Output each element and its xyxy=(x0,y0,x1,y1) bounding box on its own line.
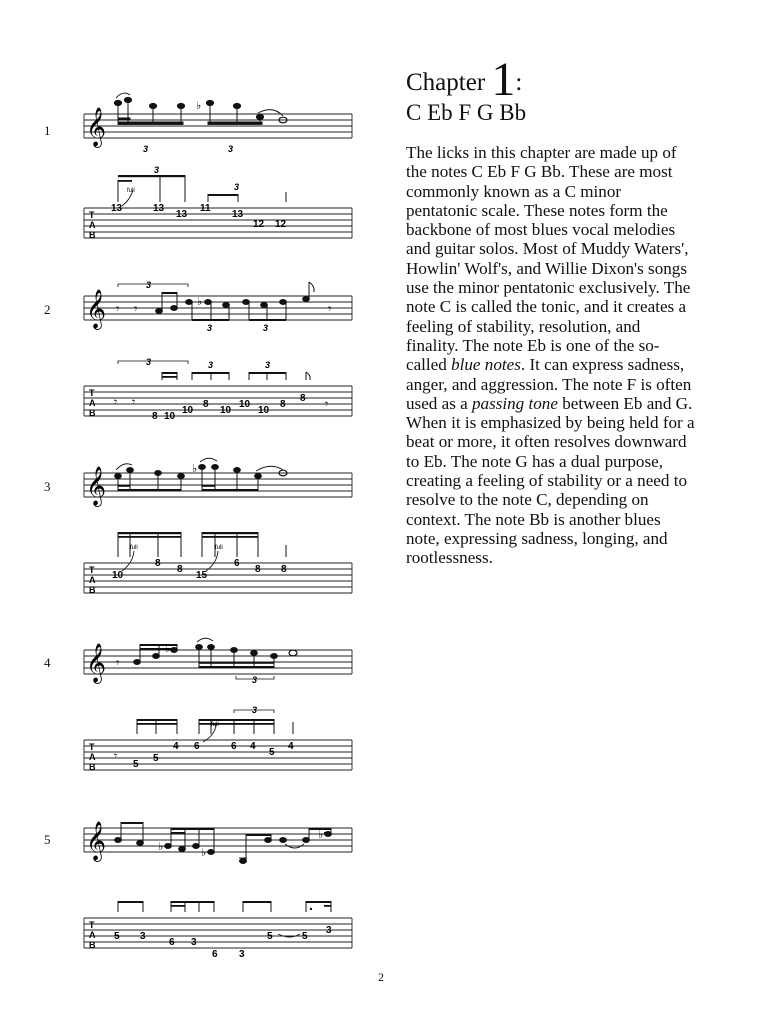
lick-number: 3 xyxy=(44,479,51,494)
tab-number: 8 xyxy=(203,399,209,410)
chapter-colon: : xyxy=(515,69,523,96)
tab-clef-t: T xyxy=(89,388,95,398)
tab-number: 6 xyxy=(231,741,237,752)
beam xyxy=(243,901,271,903)
beam xyxy=(324,905,331,907)
beam xyxy=(202,532,258,534)
chapter-heading xyxy=(406,53,736,125)
dot xyxy=(310,908,312,910)
beam xyxy=(199,719,274,721)
tab-clef-a: A xyxy=(89,930,96,940)
rest-icon: 𝄾 xyxy=(116,301,120,316)
tab-number: 10 xyxy=(164,411,176,422)
tuplet-mark: 3 xyxy=(143,144,149,154)
treble-clef-icon: 𝄞 xyxy=(86,290,107,328)
beam xyxy=(118,901,143,903)
slur xyxy=(256,466,283,471)
tab-number: 5 xyxy=(269,747,275,758)
rest-icon: 𝄾 xyxy=(114,395,118,409)
tab-number: 13 xyxy=(153,203,165,214)
tie xyxy=(278,934,300,937)
tab-number: 8 xyxy=(281,564,287,575)
body-text: The licks in this chapter are made up of the notes C Eb F G Bb. These are most commonly known as a C minor pentatonic scale. These notes form the backbone of most blues vocal melodies and guitar solos. Most of Muddy Waters', Howlin' Wolf's, and Willie Dixon's songs use the minor pentatonic exclusively. The note C is called the tonic, and it creates a feeling of stability, resolution, and finality. The note Eb is one of the so-called xyxy=(406,143,691,375)
beam xyxy=(306,901,331,903)
tab-number: 5 xyxy=(267,931,273,942)
rest-icon: 𝄾 xyxy=(114,749,118,763)
flag xyxy=(306,372,310,380)
treble-clef-icon: 𝄞 xyxy=(86,108,107,146)
beam xyxy=(137,723,177,725)
tab-number: 11 xyxy=(200,203,211,214)
chapter-body xyxy=(406,143,696,568)
tab-lines xyxy=(84,740,352,770)
beam xyxy=(118,175,185,177)
bend-arrow xyxy=(206,551,218,571)
tuplet-bracket xyxy=(118,361,188,364)
tab-clef-b: B xyxy=(89,940,96,950)
tuplet-mark: 3 xyxy=(234,182,240,192)
flat-icon: ♭ xyxy=(192,463,198,475)
tuplets xyxy=(146,357,270,370)
tab-number: 4 xyxy=(288,741,294,752)
tab-rhythm xyxy=(118,532,286,557)
tab-clef-a: A xyxy=(89,752,96,762)
bend-label: full xyxy=(127,188,135,194)
tab-rhythm xyxy=(118,901,331,912)
tab-number: 8 xyxy=(155,558,161,569)
tuplet-mark: 3 xyxy=(263,323,269,333)
beam xyxy=(202,536,258,538)
tuplet-mark: 3 xyxy=(252,705,258,715)
beam xyxy=(162,372,177,374)
tab-number: 12 xyxy=(253,219,265,230)
tab-clef-b: B xyxy=(89,585,96,595)
tuplet-mark: 3 xyxy=(207,323,213,333)
tab-lines xyxy=(84,208,352,238)
tab-number: 12 xyxy=(275,219,287,230)
tuplets xyxy=(143,144,233,175)
tab-lines xyxy=(84,918,352,948)
slur xyxy=(200,458,217,462)
tab-numbers xyxy=(112,558,287,581)
tab-number: 6 xyxy=(194,741,200,752)
tab-number: 13 xyxy=(111,203,123,214)
tab-number: 4 xyxy=(173,741,179,752)
page-number: 2 xyxy=(378,970,384,984)
beam xyxy=(137,719,177,721)
tuplet-mark: 3 xyxy=(146,357,152,367)
tab-numbers xyxy=(152,393,306,422)
tab-clef-t: T xyxy=(89,210,95,220)
chapter-title xyxy=(406,53,736,106)
body-text: between Eb and G. When it is emphasized by being held for a beat or more, it often resolves downward to Eb. The note G has a dual purpose, creating a feeling of stability or a need to resolve to the note C, depending on context. The note Bb is another blues note, expressing sadness, longing, and rootlessness. xyxy=(406,393,695,568)
tab-number: 13 xyxy=(232,209,244,220)
beam xyxy=(118,180,132,182)
treble-clef-icon: 𝄞 xyxy=(86,822,107,860)
flat-icon: ♭ xyxy=(158,841,164,853)
tab-clef-a: A xyxy=(89,575,96,585)
rest-icon: 𝄾 xyxy=(325,397,329,411)
staff-lines xyxy=(84,828,352,852)
tab-number: 10 xyxy=(239,399,251,410)
rest-icon: 𝄾 xyxy=(328,301,332,316)
tab-number: 5 xyxy=(153,753,159,764)
tab-number: 10 xyxy=(258,405,270,416)
tab-number: 8 xyxy=(177,564,183,575)
bend-label: full xyxy=(130,545,138,551)
beam xyxy=(162,376,177,378)
chapter-subtitle: C Eb F G Bb xyxy=(406,100,527,125)
lick-4-notation xyxy=(78,622,353,782)
flat-icon: ♭ xyxy=(197,296,203,308)
tab-number: 3 xyxy=(326,925,332,936)
tab-number: 8 xyxy=(280,399,286,410)
tab-number: 10 xyxy=(220,405,232,416)
tab-clef-b: B xyxy=(89,408,96,418)
tab-clef-t: T xyxy=(89,742,95,752)
rest-icon: 𝄾 xyxy=(134,301,138,316)
tuplet-mark: 3 xyxy=(154,165,160,175)
tab-lines xyxy=(84,386,352,416)
tab-number: 8 xyxy=(152,411,158,422)
tab-number: 8 xyxy=(255,564,261,575)
notes xyxy=(156,282,310,321)
lick-5-notation xyxy=(78,800,353,960)
lick-number: 5 xyxy=(44,832,51,847)
flag xyxy=(309,282,314,292)
treble-clef-icon: 𝄞 xyxy=(86,644,107,682)
tab-number: 5 xyxy=(114,931,120,942)
tab-number: 6 xyxy=(169,937,175,948)
beam xyxy=(171,901,214,903)
tab-clef-b: B xyxy=(89,762,96,772)
beam xyxy=(192,372,229,374)
bend-label: full xyxy=(211,722,219,728)
chapter-number: 1 xyxy=(491,53,516,106)
tab-number: 10 xyxy=(112,570,124,581)
beam xyxy=(208,194,238,196)
tab-clef-t: T xyxy=(89,565,95,575)
tuplet-mark: 3 xyxy=(228,144,234,154)
tuplets xyxy=(146,280,268,333)
body-italic: passing tone xyxy=(471,393,558,413)
lick-number: 4 xyxy=(44,655,51,670)
tab-number: 6 xyxy=(212,949,218,960)
flat-icon: ♭ xyxy=(201,847,207,859)
beam xyxy=(118,536,181,538)
body-italic: blue notes xyxy=(451,355,521,375)
beam xyxy=(249,372,286,374)
tab-number: 3 xyxy=(239,949,245,960)
tuplet-mark: 3 xyxy=(146,280,152,290)
tab-number: 8 xyxy=(300,393,306,404)
tab-number: 15 xyxy=(196,570,208,581)
bend-label: full xyxy=(215,545,223,551)
tab-number: 10 xyxy=(182,405,194,416)
beam xyxy=(171,905,185,907)
tuplet-bracket xyxy=(118,284,188,287)
flat-icon: ♭ xyxy=(196,100,202,112)
chapter-label: Chapter xyxy=(406,69,486,96)
lick-number: 2 xyxy=(44,302,51,317)
tuplet-mark: 3 xyxy=(208,360,214,370)
flat-icon: ♭ xyxy=(318,829,324,841)
tab-numbers xyxy=(133,741,294,770)
lick-3-notation xyxy=(78,445,353,605)
lick-number: 1 xyxy=(44,123,51,138)
tab-number: 3 xyxy=(140,931,146,942)
staff-lines xyxy=(84,296,352,320)
tab-number: 4 xyxy=(250,741,256,752)
slur xyxy=(197,638,213,642)
tab-clef-t: T xyxy=(89,920,95,930)
lick-1-notation xyxy=(78,90,353,250)
tab-clef-a: A xyxy=(89,220,96,230)
tuplet-mark: 3 xyxy=(265,360,271,370)
flat-icon: ♭ xyxy=(165,643,171,655)
tab-number: 3 xyxy=(191,937,197,948)
beam xyxy=(118,532,181,534)
rest-icon: 𝄾 xyxy=(132,395,136,409)
rest-icon: 𝄾 xyxy=(116,655,120,670)
body-text: . It can express sadness, anger, and aggression. The note F is often used as a xyxy=(406,355,692,413)
lick-2-notation xyxy=(78,268,353,428)
tab-number: 5 xyxy=(302,931,308,942)
tab-clef-b: B xyxy=(89,230,96,240)
tab-lines xyxy=(84,563,352,593)
treble-clef-icon: 𝄞 xyxy=(86,467,107,505)
tab-number: 13 xyxy=(176,209,188,220)
tab-clef-a: A xyxy=(89,398,96,408)
tab-rhythm xyxy=(118,175,286,202)
bend-arrow xyxy=(122,551,134,571)
tuplet-mark: 3 xyxy=(252,675,258,685)
tab-number: 6 xyxy=(234,558,240,569)
body-paragraph xyxy=(406,143,696,568)
tab-number: 5 xyxy=(133,759,139,770)
